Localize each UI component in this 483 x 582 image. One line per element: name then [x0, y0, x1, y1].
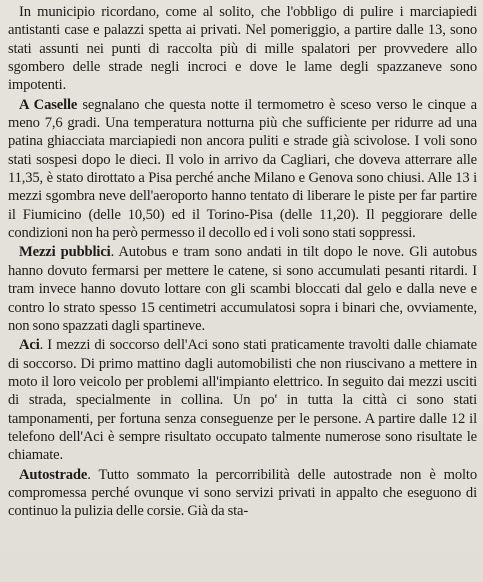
- paragraph-aci: [8, 336, 477, 464]
- paragraph-lead: Autostrade: [19, 466, 88, 483]
- paragraph-lead: Aci: [19, 337, 40, 354]
- paragraph-text: segnalano che questa notte il termometro è sceso verso le cinque a meno 7,6 gradi. Una temperatura notturna più che sufficiente per ridurre ad una patina ghiacciata marciapiedi non ancora puliti e strade già scivolose. I voli sono stati sospesi dopo le dieci. Il volo in arrivo da Cagliari, che doveva atterrare alle 11,35, è stato dirottato a Pisa perché anche Milano e Genova sono chiusi. Alle 13 i mezzi sgombra neve dell'aeroporto hanno tentato di liberare le piste per far partire il Fiumicino (delle 10,50) ed il Torino-Pisa (delle 11,20). Il peggiorare delle condizioni non ha però permesso il decollo ed i voli sono stati soppressi.: [8, 96, 477, 242]
- paragraph-lead: A Caselle: [19, 96, 78, 113]
- paragraph-caselle: [8, 96, 477, 243]
- paragraph-lead: Mezzi pubblici: [19, 244, 111, 261]
- paragraph-text: . Tutto sommato la percorribilità delle autostrade non è molto compromessa perché ovunque vi sono servizi privati in appalto che eseguono di continuo la pulizia delle corsie. Già da sta-: [8, 466, 477, 520]
- paragraph-text: . I mezzi di soccorso dell'Aci sono stati praticamente travolti dalle chiamate di soccorso. Di primo mattino dagli automobilisti che non riuscivano a mettere in moto il loro veicolo per problemi all'impianto elettrico. In seguito dai mezzi usciti di strada, specialmente in collina. Un po' in tutta la città ci sono stati tamponamenti, per fortuna senza conseguenze per le persone. A partire dalle 12 il telefono dell'Aci è sempre risultato occupato talmente numerose sono risultate le chiamate.: [8, 337, 477, 464]
- paragraph-mezzi-pubblici: [8, 243, 477, 335]
- paragraph-text: . Autobus e tram sono andati in tilt dopo le nove. Gli autobus hanno dovuto fermarsi per mettere le catene, si sono accumulati pesanti ritardi. I tram invece hanno dovuto lottare con gli scambi bloccati dal gelo e dalla neve e contro lo strato spesso 15 centimetri accumulatosi sopra i binari che, ovviamente, non sono spazzati dagli spartineve.: [8, 244, 477, 334]
- paragraph-text: In municipio ricordano, come al solito, che l'obbligo di pulire i marciapiedi antistanti case e palazzi spetta ai privati. Nel pomeriggio, a partire dalle 13, sono stati assunti nei punti di raccolta più di mille spalatori per provvedere allo sgombero delle strade negli incroci e dove le lame degli spazzaneve sono impotenti.: [8, 4, 477, 94]
- paragraph-municipio: [8, 3, 477, 95]
- paragraph-autostrade: [8, 466, 477, 521]
